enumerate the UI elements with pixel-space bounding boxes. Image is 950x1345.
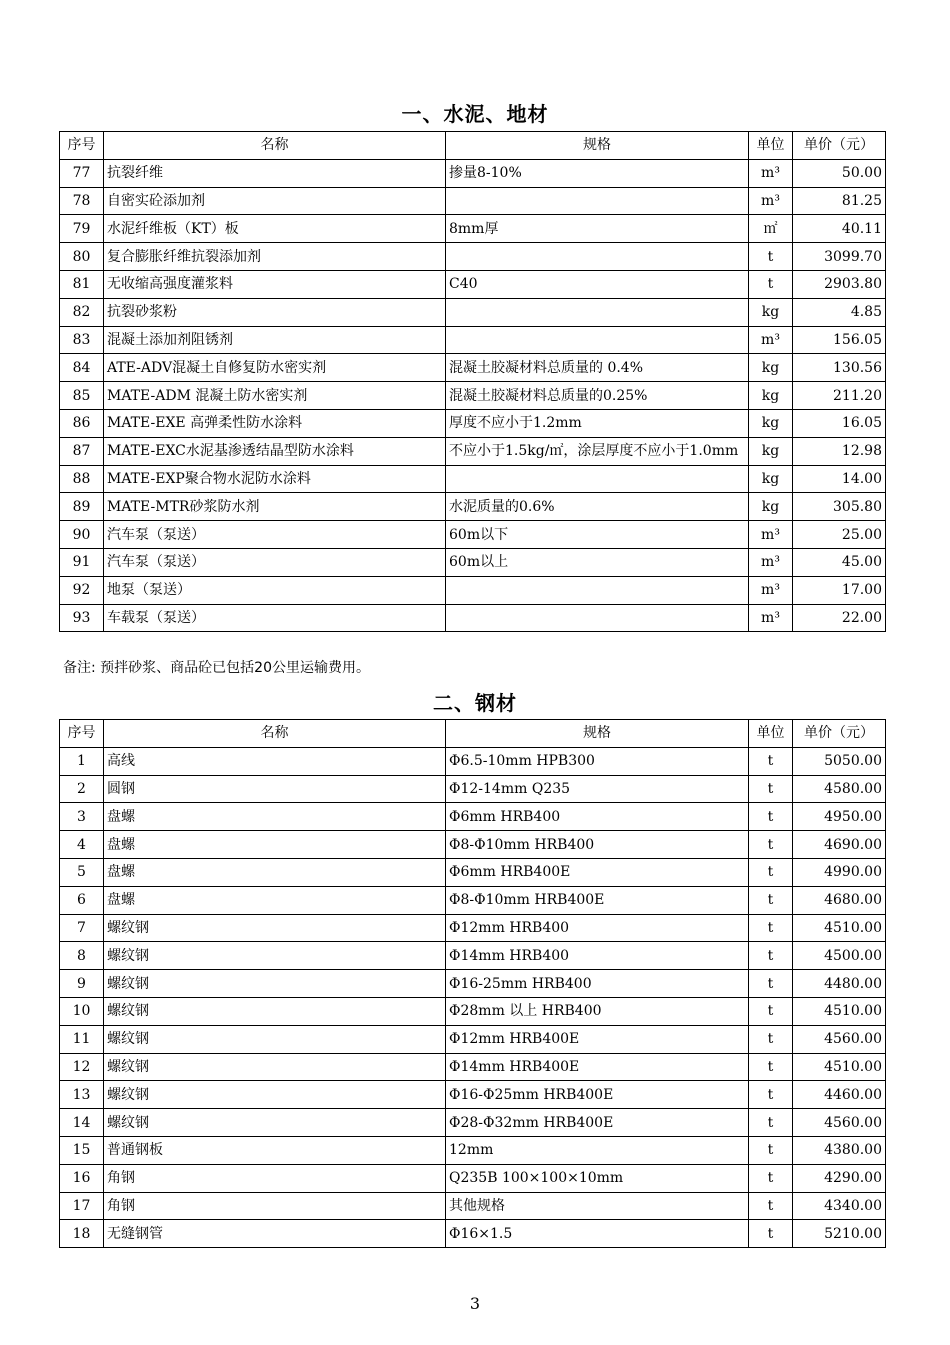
cell-unit: t xyxy=(749,914,793,942)
cell-unit: t xyxy=(749,886,793,914)
cell-name: 螺纹钢 xyxy=(104,1081,446,1109)
table-row xyxy=(60,604,886,632)
cell-price: 4680.00 xyxy=(793,886,886,914)
cell-name: 盘螺 xyxy=(104,803,446,831)
cell-name: 角钢 xyxy=(104,1192,446,1220)
cell-no: 16 xyxy=(60,1164,104,1192)
table-header-row xyxy=(60,720,886,748)
cell-name: 螺纹钢 xyxy=(104,942,446,970)
cell-unit: m³ xyxy=(749,159,793,187)
cell-no: 9 xyxy=(60,970,104,998)
page-number: 3 xyxy=(469,1294,481,1313)
table-row xyxy=(60,831,886,859)
table-row xyxy=(60,942,886,970)
header-price: 单价（元） xyxy=(793,720,886,748)
cell-spec: Φ28-Φ32mm HRB400E xyxy=(446,1109,749,1137)
cell-unit: t xyxy=(749,1081,793,1109)
cell-price: 4510.00 xyxy=(793,1053,886,1081)
header-name: 名称 xyxy=(104,720,446,748)
cell-spec: Φ16×1.5 xyxy=(446,1220,749,1248)
cell-spec: Φ6.5-10mm HPB300 xyxy=(446,747,749,775)
cell-unit: ㎡ xyxy=(749,215,793,243)
table-note: 备注: 预拌砂浆、商品砼已包括20公里运输费用。 xyxy=(63,660,370,676)
table-row xyxy=(60,1025,886,1053)
cell-price: 14.00 xyxy=(793,465,886,493)
cell-unit: t xyxy=(749,243,793,271)
cell-no: 7 xyxy=(60,914,104,942)
cell-spec: Φ8-Φ10mm HRB400E xyxy=(446,886,749,914)
cell-name: 无收缩高强度灌浆料 xyxy=(104,270,446,298)
table-row xyxy=(60,326,886,354)
table-row xyxy=(60,1192,886,1220)
cell-spec xyxy=(446,604,749,632)
table-row xyxy=(60,1053,886,1081)
cell-unit: m³ xyxy=(749,548,793,576)
cell-name: 抗裂砂浆粉 xyxy=(104,298,446,326)
cell-price: 130.56 xyxy=(793,354,886,382)
cell-spec: Φ14mm HRB400E xyxy=(446,1053,749,1081)
cell-name: 盘螺 xyxy=(104,886,446,914)
cell-name: ATE-ADV混凝土自修复防水密实剂 xyxy=(104,354,446,382)
table-row xyxy=(60,298,886,326)
cell-unit: t xyxy=(749,775,793,803)
cell-name: MATE-EXP聚合物水泥防水涂料 xyxy=(104,465,446,493)
cell-name: 水泥纤维板（KT）板 xyxy=(104,215,446,243)
cell-spec: 8mm厚 xyxy=(446,215,749,243)
table-row xyxy=(60,159,886,187)
cell-name: MATE-EXC水泥基渗透结晶型防水涂料 xyxy=(104,437,446,465)
cell-price: 81.25 xyxy=(793,187,886,215)
cell-no: 11 xyxy=(60,1025,104,1053)
cell-price: 22.00 xyxy=(793,604,886,632)
cell-no: 2 xyxy=(60,775,104,803)
cell-price: 4290.00 xyxy=(793,1164,886,1192)
cell-unit: kg xyxy=(749,298,793,326)
table-row xyxy=(60,1081,886,1109)
header-spec: 规格 xyxy=(446,720,749,748)
cell-price: 45.00 xyxy=(793,548,886,576)
cell-spec: Φ28mm 以上 HRB400 xyxy=(446,997,749,1025)
cell-name: MATE-EXE 高弹柔性防水涂料 xyxy=(104,409,446,437)
cell-unit: t xyxy=(749,270,793,298)
header-unit: 单位 xyxy=(749,132,793,160)
cell-name: 盘螺 xyxy=(104,831,446,859)
table-body-steel xyxy=(60,747,886,1247)
cell-price: 4.85 xyxy=(793,298,886,326)
cell-unit: t xyxy=(749,997,793,1025)
table-row xyxy=(60,747,886,775)
cell-name: 螺纹钢 xyxy=(104,1109,446,1137)
table-row xyxy=(60,1136,886,1164)
cell-no: 1 xyxy=(60,747,104,775)
cell-no: 4 xyxy=(60,831,104,859)
cell-price: 4950.00 xyxy=(793,803,886,831)
table-row xyxy=(60,270,886,298)
cell-no: 17 xyxy=(60,1192,104,1220)
cell-unit: m³ xyxy=(749,521,793,549)
cell-name: 高线 xyxy=(104,747,446,775)
cell-spec: Φ16-Φ25mm HRB400E xyxy=(446,1081,749,1109)
cell-name: 混凝土添加剂阻锈剂 xyxy=(104,326,446,354)
table-row xyxy=(60,886,886,914)
cell-spec: 60m以下 xyxy=(446,521,749,549)
cell-price: 4510.00 xyxy=(793,914,886,942)
cell-spec: Φ16-25mm HRB400 xyxy=(446,970,749,998)
cell-spec: Φ6mm HRB400 xyxy=(446,803,749,831)
table-row xyxy=(60,1109,886,1137)
cell-name: 角钢 xyxy=(104,1164,446,1192)
table-row xyxy=(60,858,886,886)
cell-spec xyxy=(446,298,749,326)
cell-name: 螺纹钢 xyxy=(104,1025,446,1053)
cell-name: 抗裂纤维 xyxy=(104,159,446,187)
cell-spec: 混凝土胶凝材料总质量的 0.4% xyxy=(446,354,749,382)
cell-spec: 60m以上 xyxy=(446,548,749,576)
table-header-row xyxy=(60,132,886,160)
price-table-steel xyxy=(59,719,886,1248)
cell-unit: m³ xyxy=(749,326,793,354)
cell-unit: kg xyxy=(749,437,793,465)
table-row xyxy=(60,997,886,1025)
cell-price: 40.11 xyxy=(793,215,886,243)
cell-price: 4690.00 xyxy=(793,831,886,859)
cell-spec: Φ8-Φ10mm HRB400 xyxy=(446,831,749,859)
cell-unit: m³ xyxy=(749,604,793,632)
cell-price: 12.98 xyxy=(793,437,886,465)
cell-unit: kg xyxy=(749,465,793,493)
table-row xyxy=(60,1164,886,1192)
cell-unit: m³ xyxy=(749,576,793,604)
cell-no: 92 xyxy=(60,576,104,604)
cell-unit: t xyxy=(749,858,793,886)
cell-unit: t xyxy=(749,831,793,859)
cell-spec xyxy=(446,576,749,604)
cell-no: 13 xyxy=(60,1081,104,1109)
cell-spec: 水泥质量的0.6% xyxy=(446,493,749,521)
table-row xyxy=(60,187,886,215)
cell-unit: t xyxy=(749,1109,793,1137)
table-row xyxy=(60,803,886,831)
table-row xyxy=(60,354,886,382)
cell-name: 盘螺 xyxy=(104,858,446,886)
cell-unit: m³ xyxy=(749,187,793,215)
cell-no: 81 xyxy=(60,270,104,298)
cell-no: 78 xyxy=(60,187,104,215)
cell-price: 25.00 xyxy=(793,521,886,549)
cell-spec: 其他规格 xyxy=(446,1192,749,1220)
cell-no: 5 xyxy=(60,858,104,886)
table-body-cement xyxy=(60,159,886,632)
cell-no: 14 xyxy=(60,1109,104,1137)
table-row xyxy=(60,521,886,549)
cell-no: 10 xyxy=(60,997,104,1025)
cell-price: 4580.00 xyxy=(793,775,886,803)
cell-spec: Q235B 100×100×10mm xyxy=(446,1164,749,1192)
cell-name: 螺纹钢 xyxy=(104,914,446,942)
cell-name: 自密实砼添加剂 xyxy=(104,187,446,215)
cell-spec xyxy=(446,243,749,271)
cell-spec: 混凝土胶凝材料总质量的0.25% xyxy=(446,382,749,410)
cell-no: 90 xyxy=(60,521,104,549)
cell-no: 80 xyxy=(60,243,104,271)
table-row xyxy=(60,409,886,437)
table-row xyxy=(60,970,886,998)
cell-unit: kg xyxy=(749,382,793,410)
cell-no: 12 xyxy=(60,1053,104,1081)
cell-price: 3099.70 xyxy=(793,243,886,271)
cell-spec xyxy=(446,187,749,215)
table-row xyxy=(60,548,886,576)
cell-spec: C40 xyxy=(446,270,749,298)
cell-unit: kg xyxy=(749,409,793,437)
cell-unit: t xyxy=(749,1136,793,1164)
cell-no: 15 xyxy=(60,1136,104,1164)
cell-name: MATE-MTR砂浆防水剂 xyxy=(104,493,446,521)
cell-unit: kg xyxy=(749,354,793,382)
cell-spec: Φ12mm HRB400 xyxy=(446,914,749,942)
section-title-steel: 二、钢材 xyxy=(433,691,517,715)
header-no: 序号 xyxy=(60,720,104,748)
cell-spec xyxy=(446,465,749,493)
table-row xyxy=(60,914,886,942)
cell-price: 156.05 xyxy=(793,326,886,354)
cell-unit: t xyxy=(749,1164,793,1192)
cell-name: 螺纹钢 xyxy=(104,1053,446,1081)
header-unit: 单位 xyxy=(749,720,793,748)
cell-price: 305.80 xyxy=(793,493,886,521)
cell-spec: Φ6mm HRB400E xyxy=(446,858,749,886)
cell-price: 4560.00 xyxy=(793,1025,886,1053)
header-spec: 规格 xyxy=(446,132,749,160)
cell-no: 77 xyxy=(60,159,104,187)
cell-no: 8 xyxy=(60,942,104,970)
cell-unit: t xyxy=(749,803,793,831)
cell-name: 圆钢 xyxy=(104,775,446,803)
cell-price: 4510.00 xyxy=(793,997,886,1025)
cell-no: 91 xyxy=(60,548,104,576)
cell-name: 车载泵（泵送） xyxy=(104,604,446,632)
price-table-cement xyxy=(59,131,886,632)
cell-price: 4560.00 xyxy=(793,1109,886,1137)
cell-spec xyxy=(446,326,749,354)
cell-name: 螺纹钢 xyxy=(104,997,446,1025)
cell-unit: kg xyxy=(749,493,793,521)
table-row xyxy=(60,243,886,271)
cell-no: 83 xyxy=(60,326,104,354)
cell-price: 17.00 xyxy=(793,576,886,604)
cell-name: 螺纹钢 xyxy=(104,970,446,998)
cell-price: 5210.00 xyxy=(793,1220,886,1248)
table-row xyxy=(60,775,886,803)
cell-price: 4460.00 xyxy=(793,1081,886,1109)
cell-unit: t xyxy=(749,970,793,998)
cell-spec: 厚度不应小于1.2mm xyxy=(446,409,749,437)
header-name: 名称 xyxy=(104,132,446,160)
cell-price: 4480.00 xyxy=(793,970,886,998)
cell-no: 87 xyxy=(60,437,104,465)
table-row xyxy=(60,1220,886,1248)
cell-name: MATE-ADM 混凝土防水密实剂 xyxy=(104,382,446,410)
cell-price: 50.00 xyxy=(793,159,886,187)
cell-no: 6 xyxy=(60,886,104,914)
cell-name: 无缝钢管 xyxy=(104,1220,446,1248)
cell-no: 93 xyxy=(60,604,104,632)
cell-name: 汽车泵（泵送） xyxy=(104,521,446,549)
cell-price: 4380.00 xyxy=(793,1136,886,1164)
cell-price: 16.05 xyxy=(793,409,886,437)
cell-price: 211.20 xyxy=(793,382,886,410)
cell-name: 地泵（泵送） xyxy=(104,576,446,604)
cell-no: 88 xyxy=(60,465,104,493)
table-row xyxy=(60,465,886,493)
cell-name: 汽车泵（泵送） xyxy=(104,548,446,576)
cell-unit: t xyxy=(749,1220,793,1248)
cell-no: 84 xyxy=(60,354,104,382)
table-row xyxy=(60,437,886,465)
cell-unit: t xyxy=(749,942,793,970)
cell-unit: t xyxy=(749,1192,793,1220)
cell-spec: 掺量8-10% xyxy=(446,159,749,187)
cell-name: 复合膨胀纤维抗裂添加剂 xyxy=(104,243,446,271)
cell-unit: t xyxy=(749,747,793,775)
cell-unit: t xyxy=(749,1025,793,1053)
table-row xyxy=(60,493,886,521)
cell-spec: Φ12mm HRB400E xyxy=(446,1025,749,1053)
table-row xyxy=(60,382,886,410)
cell-price: 4990.00 xyxy=(793,858,886,886)
cell-no: 18 xyxy=(60,1220,104,1248)
cell-spec: Φ14mm HRB400 xyxy=(446,942,749,970)
cell-no: 3 xyxy=(60,803,104,831)
section-title-cement: 一、水泥、地材 xyxy=(401,102,549,126)
cell-price: 2903.80 xyxy=(793,270,886,298)
cell-no: 89 xyxy=(60,493,104,521)
table-row xyxy=(60,215,886,243)
cell-spec: 不应小于1.5kg/㎡，涂层厚度不应小于1.0mm xyxy=(446,437,749,465)
cell-no: 85 xyxy=(60,382,104,410)
cell-no: 86 xyxy=(60,409,104,437)
table-row xyxy=(60,576,886,604)
cell-price: 5050.00 xyxy=(793,747,886,775)
cell-name: 普通钢板 xyxy=(104,1136,446,1164)
cell-unit: t xyxy=(749,1053,793,1081)
header-price: 单价（元） xyxy=(793,132,886,160)
cell-no: 79 xyxy=(60,215,104,243)
cell-price: 4340.00 xyxy=(793,1192,886,1220)
cell-spec: 12mm xyxy=(446,1136,749,1164)
cell-price: 4500.00 xyxy=(793,942,886,970)
cell-no: 82 xyxy=(60,298,104,326)
cell-spec: Φ12-14mm Q235 xyxy=(446,775,749,803)
header-no: 序号 xyxy=(60,132,104,160)
